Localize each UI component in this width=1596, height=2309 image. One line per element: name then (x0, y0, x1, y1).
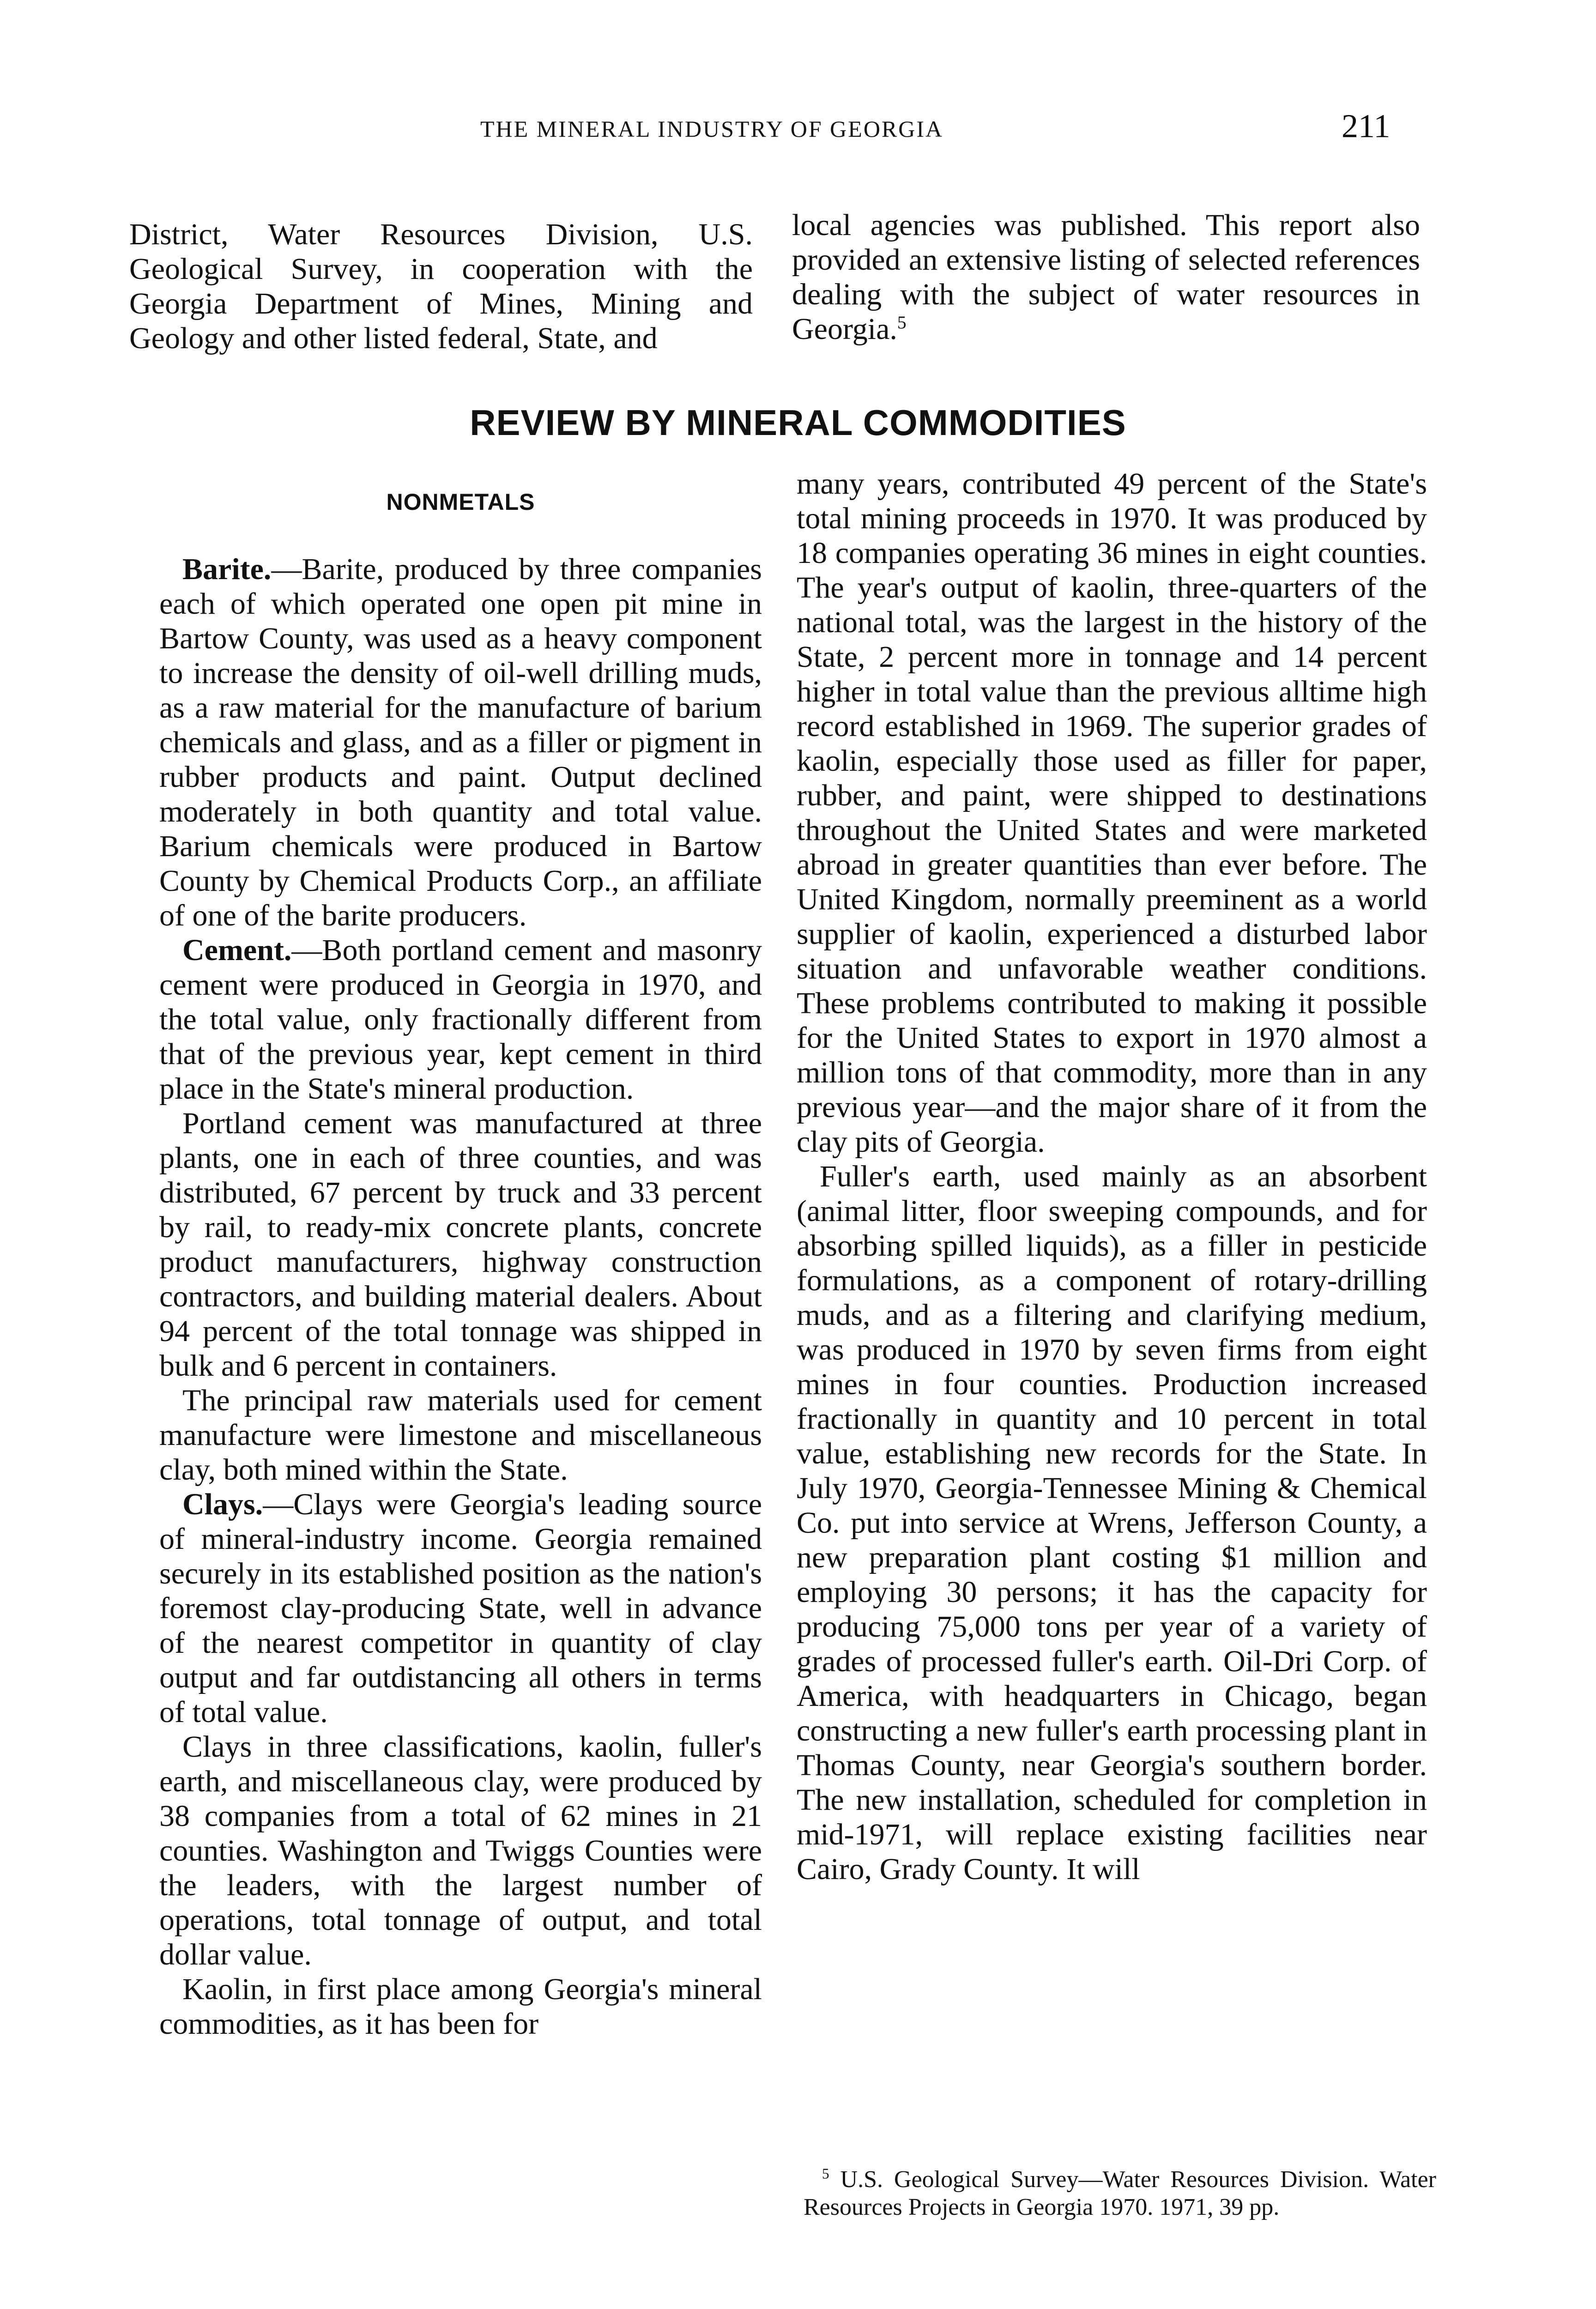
footnote (804, 2166, 1436, 2221)
clays-paragraph (159, 1487, 762, 1729)
footnote-number: 5 (822, 2165, 829, 2182)
cement-runin-heading: Cement. (182, 933, 292, 967)
barite-paragraph (159, 552, 762, 933)
intro-right-column (792, 208, 1420, 346)
intro-right-paragraph (792, 208, 1420, 346)
intro-left-column (129, 217, 753, 356)
page-number: 211 (1342, 108, 1390, 145)
running-title: THE MINERAL INDUSTRY OF GEORGIA (480, 116, 944, 142)
cement-paragraph (159, 933, 762, 1106)
nonmetals-subhead: NONMETALS (386, 489, 535, 515)
left-column (159, 485, 762, 2041)
clays-text: —Clays were Georgia's leading source of mineral-industry income. Georgia remained securely in its established position as the nation's foremost clay-producing State, well in advance of the nearest competitor in quantity of clay output and far outdistancing all others in terms of total value. (159, 1487, 762, 1729)
fullers-earth-paragraph: Fuller's earth, used mainly as an absorbent (animal litter, floor sweeping compounds, and for absorbing spilled liquids), as a filler in pesticide formulations, as a component of rotary-drilling muds, and as a filtering and clarifying medium, was produced in 1970 by seven firms from eight mines in four counties. Production increased fractionally in quantity and 10 percent in total value, establishing new records for the State. In July 1970, Georgia-Tennessee Mining & Chemical Co. put into service at Wrens, Jefferson County, a new preparation plant costing $1 million and employing 30 persons; it has the capacity for producing 75,000 tons per year of a variety of grades of processed fuller's earth. Oil-Dri Corp. of America, with headquarters in Chicago, began constructing a new fuller's earth processing plant in Thomas County, near Georgia's southern border. The new installation, scheduled for completion in mid-1971, will replace existing facilities near Cairo, Grady County. It will (797, 1160, 1427, 1886)
footnote-text: U.S. Geological Survey—Water Resources Division. Water Resources Projects in Georgia 1970. 1971, 39 pp. (804, 2166, 1436, 2220)
clays-runin-heading: Clays. (182, 1487, 263, 1521)
barite-runin-heading: Barite. (182, 552, 272, 586)
portland-paragraph: Portland cement was manufactured at three plants, one in each of three counties, and was distributed, 67 percent by truck and 33 percent by rail, to ready-mix concrete plants, concrete product manufacturers, highway construction contractors, and building material dealers. About 94 percent of the total tonnage was shipped in bulk and 6 percent in containers. (159, 1106, 762, 1383)
intro-left-text: District, Water Resources Division, U.S. Geological Survey, in cooperation with the Georgia Department of Mines, Mining and Geology and other listed federal, State, and (129, 218, 753, 355)
section-title: REVIEW BY MINERAL COMMODITIES (470, 402, 1126, 443)
right-column (797, 466, 1427, 1886)
footnote-reference: 5 (897, 312, 907, 332)
barite-text: —Barite, produced by three companies each of which operated one open pit mine in Bartow County, was used as a heavy component to increase the density of oil-well drilling muds, as a raw material for the manufacture of barium chemicals and glass, and as a filler or pigment in rubber products and paint. Output declined moderately in both quantity and total value. Barium chemicals were produced in Bartow County by Chemical Products Corp., an affiliate of one of the barite producers. (159, 552, 762, 932)
intro-right-text: local agencies was published. This report also provided an extensive listing of selected references dealing with the subject of water resources in Georgia. (792, 208, 1420, 346)
clays-classifications-paragraph: Clays in three classifications, kaolin, fuller's earth, and miscellaneous clay, were produced by 38 companies from a total of 62 mines in 21 counties. Washington and Twiggs Counties were the leaders, with the largest number of operations, total tonnage of output, and total dollar value. (159, 1730, 762, 1971)
kaolin-paragraph-continued: many years, contributed 49 percent of the State's total mining proceeds in 1970. It was produced by 18 companies operating 36 mines in eight counties. The year's output of kaolin, three-quarters of the national total, was the largest in the history of the State, 2 percent more in tonnage and 14 percent higher in total value than the previous alltime high record established in 1969. The superior grades of kaolin, especially those used as filler for paper, rubber, and paint, were shipped to destinations throughout the United States and were marketed abroad in greater quantities than ever before. The United Kingdom, normally preeminent as a world supplier of kaolin, experienced a disturbed labor situation and unfavorable weather conditions. These problems contributed to making it possible for the United States to export in 1970 almost a million tons of that commodity, more than in any previous year—and the major share of it from the clay pits of Georgia. (797, 467, 1427, 1159)
raw-materials-paragraph: The principal raw materials used for cement manufacture were limestone and miscellaneous clay, both mined within the State. (159, 1384, 762, 1487)
kaolin-paragraph-start: Kaolin, in first place among Georgia's mineral commodities, as it has been for (159, 1972, 762, 2041)
cement-text: —Both portland cement and masonry cement were produced in Georgia in 1970, and the total value, only fractionally different from that of the previous year, kept cement in third place in the State's mineral production. (159, 933, 762, 1106)
